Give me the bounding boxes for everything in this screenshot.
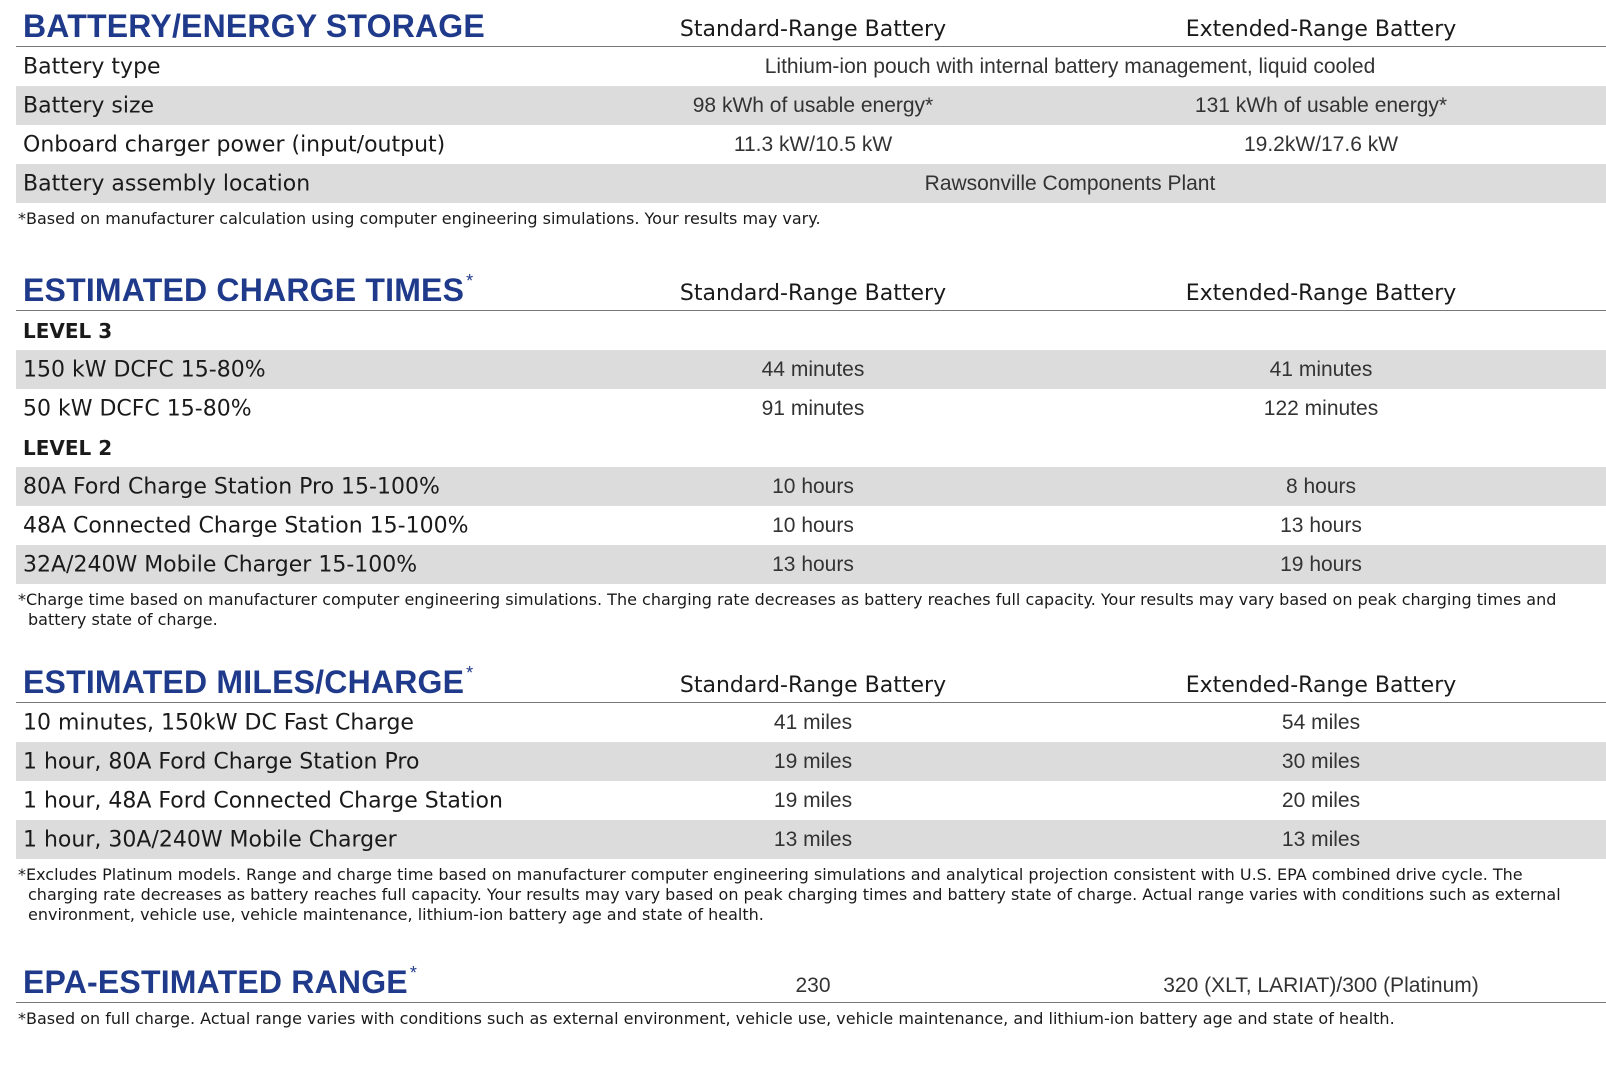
epa-value-extended: 320 (XLT, LARIAT)/300 (Platinum)	[1163, 974, 1479, 997]
row-label: 50 kW DCFC 15-80%	[23, 396, 252, 421]
row-value-standard: 10 hours	[772, 513, 854, 537]
battery-header	[16, 0, 1606, 47]
row-value-standard: 98 kWh of usable energy*	[692, 93, 934, 117]
charge-times-title: ESTIMATED CHARGE TIMES *	[23, 271, 474, 308]
row-value-extended: 13 hours	[1280, 513, 1362, 537]
row-value-standard: 11.3 kW/10.5 kW	[733, 132, 893, 156]
row-label: 1 hour, 48A Ford Connected Charge Station	[23, 788, 503, 813]
miles-section	[16, 656, 1606, 925]
row-value-standard: 13 miles	[773, 827, 853, 851]
level-2-label: LEVEL 2	[23, 435, 113, 460]
table-row	[16, 506, 1606, 545]
row-value-extended: 19.2kW/17.6 kW	[1243, 132, 1399, 156]
row-value-standard: 19 miles	[773, 788, 853, 812]
table-row	[16, 545, 1606, 584]
row-value-span: Rawsonville Components Plant	[924, 171, 1216, 195]
row-value-standard: 10 hours	[772, 474, 854, 498]
epa-title: EPA-ESTIMATED RANGE *	[23, 963, 418, 1000]
table-row	[16, 350, 1606, 389]
table-row	[16, 703, 1606, 742]
charge-col-standard: Standard-Range Battery	[679, 281, 947, 306]
row-label: 48A Connected Charge Station 15-100%	[23, 513, 469, 538]
epa-section	[16, 956, 1606, 1029]
table-row	[16, 467, 1606, 506]
row-value-standard: 19 miles	[773, 749, 853, 773]
row-label: Battery size	[23, 93, 155, 118]
row-value-extended: 30 miles	[1281, 749, 1361, 773]
battery-title: BATTERY/ENERGY STORAGE	[23, 8, 485, 44]
miles-col-standard: Standard-Range Battery	[679, 673, 947, 698]
row-value-extended: 20 miles	[1281, 788, 1361, 812]
table-row	[16, 47, 1606, 86]
battery-col-extended: Extended-Range Battery	[1185, 17, 1457, 42]
row-value-extended: 19 hours	[1280, 552, 1362, 576]
row-value-span: Lithium-ion pouch with internal battery management, liquid cooled	[764, 54, 1376, 78]
miles-header	[16, 656, 1606, 703]
battery-section	[16, 0, 1606, 229]
battery-footnote: *Based on manufacturer calculation using computer engineering simulations. Your results may vary.	[18, 209, 821, 228]
row-value-standard: 91 minutes	[761, 396, 865, 420]
row-value-standard: 41 miles	[773, 710, 853, 734]
row-label: Battery assembly location	[23, 171, 311, 196]
footnote-mark: *	[466, 271, 474, 291]
row-label: 10 minutes, 150kW DC Fast Charge	[23, 710, 414, 735]
table-row	[16, 125, 1606, 164]
table-row	[16, 86, 1606, 125]
footnote-mark: *	[466, 663, 474, 683]
row-value-standard: 13 hours	[772, 552, 854, 576]
table-row	[16, 781, 1606, 820]
table-row	[16, 389, 1606, 428]
row-value-extended: 122 minutes	[1263, 396, 1379, 420]
table-row	[16, 742, 1606, 781]
row-value-standard: 44 minutes	[761, 357, 865, 381]
charge-times-footnote: *Charge time based on manufacturer computer engineering simulations. The charging rate decreases as battery reaches full capacity. Your results may vary based on peak charging times and battery state of charge.	[18, 590, 1557, 629]
level-3-label: LEVEL 3	[23, 318, 113, 343]
epa-footnote: *Based on full charge. Actual range varies with conditions such as external environment, vehicle use, vehicle maintenance, and lithium-ion battery age and state of health.	[18, 1009, 1395, 1028]
footnote-mark: *	[409, 963, 418, 983]
row-value-extended: 41 minutes	[1269, 357, 1373, 381]
row-label: Onboard charger power (input/output)	[23, 132, 446, 157]
row-label: 1 hour, 30A/240W Mobile Charger	[23, 827, 397, 852]
charge-col-extended: Extended-Range Battery	[1185, 281, 1457, 306]
row-value-extended: 131 kWh of usable energy*	[1194, 93, 1448, 117]
level-heading	[16, 311, 1606, 350]
battery-col-standard: Standard-Range Battery	[679, 17, 947, 42]
row-label: 1 hour, 80A Ford Charge Station Pro	[23, 749, 420, 774]
table-row	[16, 164, 1606, 203]
charge-times-section	[16, 264, 1606, 630]
miles-col-extended: Extended-Range Battery	[1185, 673, 1457, 698]
table-row	[16, 820, 1606, 859]
row-label: 150 kW DCFC 15-80%	[23, 357, 266, 382]
miles-footnote: *Excludes Platinum models. Range and charge time based on manufacturer computer engineering simulations and analytical projection consistent with U.S. EPA combined drive cycle. The charging rate decreases as battery reaches full capacity. Your results may vary based on peak charging times and battery state of charge. Actual range varies with conditions such as external environment, vehicle use, vehicle maintenance, lithium-ion battery age and state of health.	[18, 865, 1561, 924]
row-label: 32A/240W Mobile Charger 15-100%	[23, 552, 418, 577]
row-value-extended: 13 miles	[1281, 827, 1361, 851]
row-value-extended: 54 miles	[1281, 710, 1361, 734]
epa-header	[16, 956, 1606, 1003]
row-label: Battery type	[23, 54, 161, 79]
epa-value-standard: 230	[795, 974, 831, 997]
charge-times-header	[16, 264, 1606, 311]
level-heading	[16, 428, 1606, 467]
row-value-extended: 8 hours	[1285, 474, 1357, 498]
row-label: 80A Ford Charge Station Pro 15-100%	[23, 474, 440, 499]
miles-title: ESTIMATED MILES/CHARGE *	[23, 663, 474, 700]
